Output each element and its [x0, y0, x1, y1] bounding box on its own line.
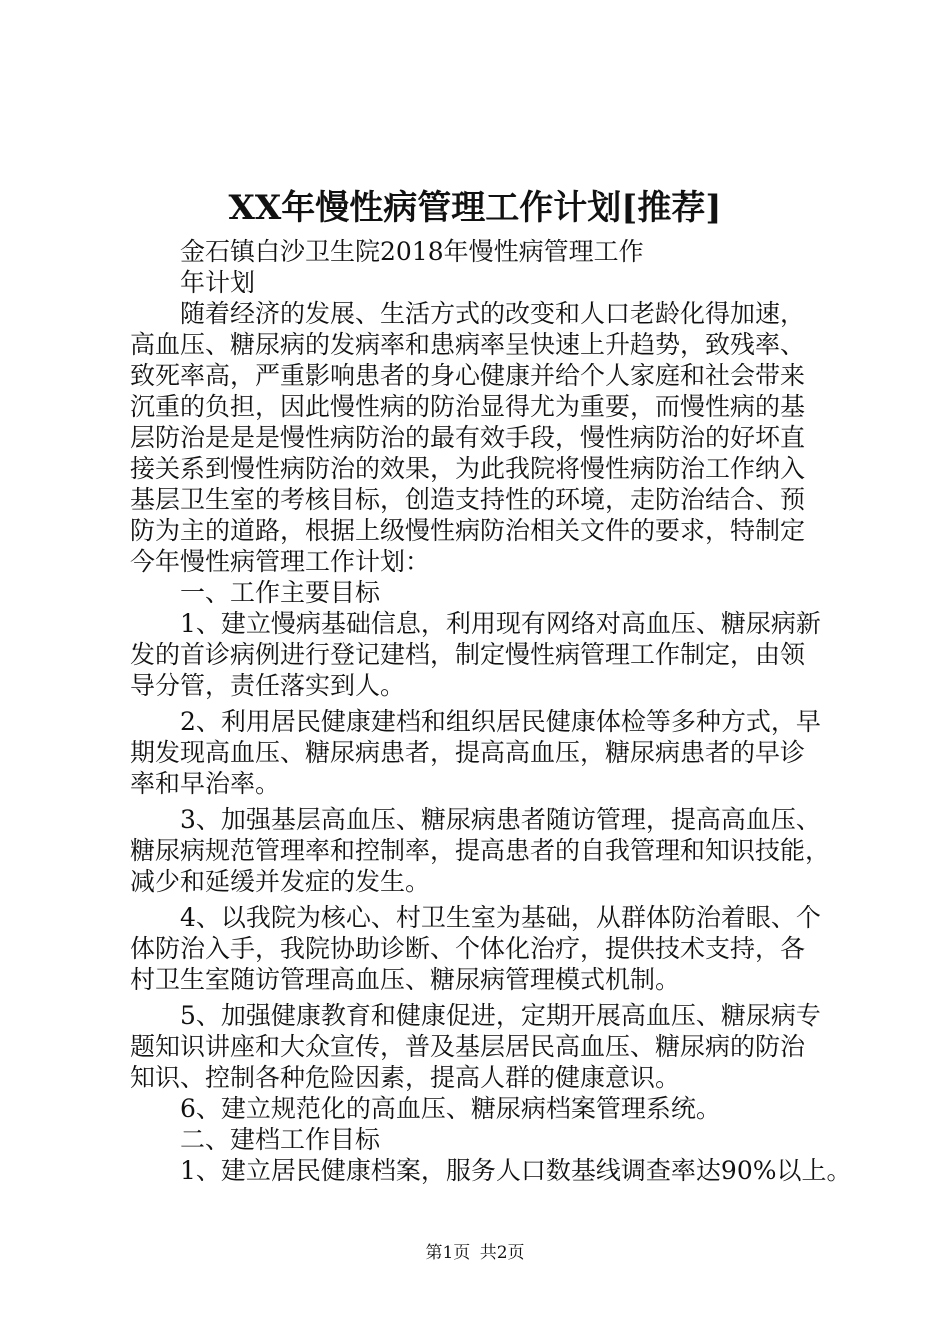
page-number: 第1页 — [425, 1243, 471, 1263]
document-body — [130, 236, 852, 1186]
intro-line: 高血压、糖尿病的发病率和患病率呈快速上升趋势，致残率、 — [130, 330, 806, 359]
item-4-line: 4、以我院为核心、村卫生室为基础，从群体防治着眼、个 — [180, 903, 821, 932]
intro-line: 接关系到慢性病防治的效果，为此我院将慢性病防治工作纳入 — [130, 454, 806, 483]
item-3-line: 糖尿病规范管理率和控制率，提高患者的自我管理和知识技能， — [130, 836, 831, 865]
item-2-line: 期发现高血压、糖尿病患者，提高高血压，糖尿病患者的早诊 — [130, 738, 806, 767]
item-1-line: 发的首诊病例进行登记建档，制定慢性病管理工作制定，由领 — [130, 640, 806, 669]
subtitle-line-1: 金石镇白沙卫生院2018年慢性病管理工作 — [180, 237, 644, 266]
subtitle-line-2: 年计划 — [180, 268, 256, 297]
item-5-line: 知识、控制各种危险因素，提高人群的健康意识。 — [130, 1063, 681, 1092]
item-5-line: 题知识讲座和大众宣传，普及基层居民高血压、糖尿病的防治 — [130, 1032, 806, 1061]
intro-line: 基层卫生室的考核目标，创造支持性的环境，走防治结合、预 — [130, 485, 806, 514]
intro-line: 防为主的道路，根据上级慢性病防治相关文件的要求，特制定 — [130, 516, 806, 545]
section-heading-1: 一、工作主要目标 — [180, 578, 381, 607]
item-1-line: 导分管，责任落实到人。 — [130, 671, 406, 700]
item-5-line: 5、加强健康教育和健康促进，定期开展高血压、糖尿病专 — [180, 1001, 821, 1030]
page-total: 共2页 — [479, 1243, 525, 1263]
page-footer — [0, 1242, 950, 1264]
intro-line: 层防治是是是慢性病防治的最有效手段，慢性病防治的好坏直 — [130, 423, 806, 452]
archive-item-1-line: 1、建立居民健康档案，服务人口数基线调查率达90%以上。 — [180, 1156, 852, 1185]
item-1-line: 1、建立慢病基础信息，利用现有网络对高血压、糖尿病新 — [180, 609, 821, 638]
intro-line: 随着经济的发展、生活方式的改变和人口老龄化得加速， — [180, 299, 806, 328]
item-3-line: 3、加强基层高血压、糖尿病患者随访管理，提高高血压、 — [180, 805, 821, 834]
section-heading-2: 二、建档工作目标 — [180, 1125, 381, 1154]
item-2-line: 2、利用居民健康建档和组织居民健康体检等多种方式，早 — [180, 707, 821, 736]
intro-line: 沉重的负担，因此慢性病的防治显得尤为重要，而慢性病的基 — [130, 392, 806, 421]
item-4-line: 体防治入手，我院协助诊断、个体化治疗，提供技术支持，各 — [130, 934, 806, 963]
intro-line: 今年慢性病管理工作计划： — [130, 547, 431, 576]
item-6-line: 6、建立规范化的高血压、糖尿病档案管理系统。 — [180, 1094, 721, 1123]
intro-line: 致死率高，严重影响患者的身心健康并给个人家庭和社会带来 — [130, 361, 806, 390]
item-4-line: 村卫生室随访管理高血压、糖尿病管理模式机制。 — [130, 965, 681, 994]
item-3-line: 减少和延缓并发症的发生。 — [130, 867, 431, 896]
item-2-line: 率和早治率。 — [130, 769, 281, 798]
document-title: XX年慢性病管理工作计划[推荐] — [228, 188, 722, 228]
